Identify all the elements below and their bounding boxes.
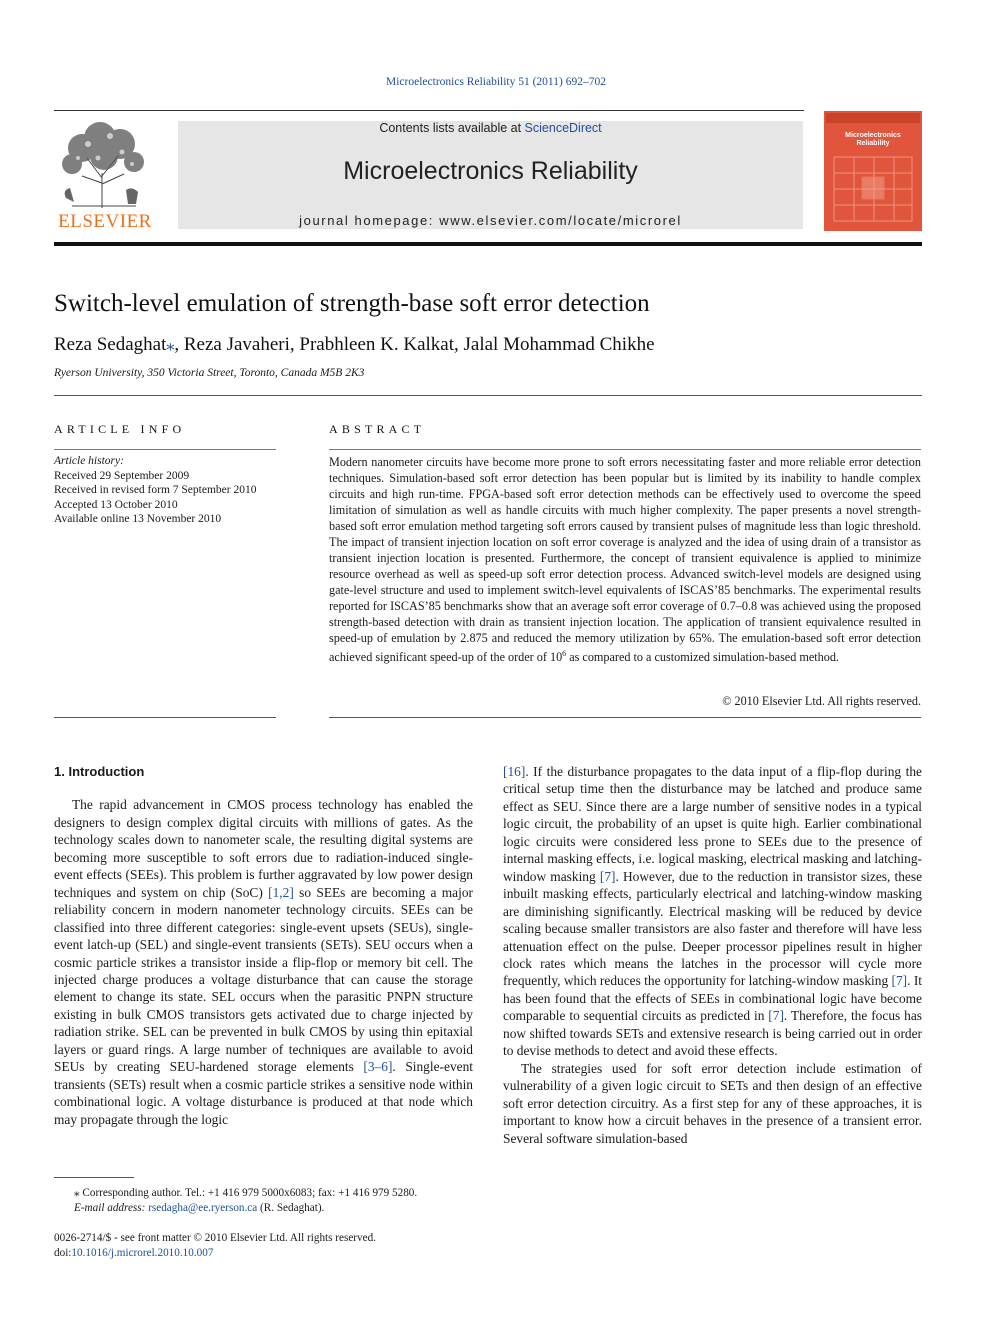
- section-heading: 1. Introduction: [54, 764, 145, 779]
- doi-line: [54, 1246, 484, 1261]
- masthead-thick-rule: [54, 242, 922, 246]
- history-revised: Received in revised form 7 September 2010: [54, 484, 257, 496]
- author-name[interactable]: Jalal Mohammad Chikhe: [463, 334, 655, 355]
- corresponding-text: Corresponding author. Tel.: +1 416 979 5000x6083; fax: +1 416 979 5280.: [82, 1187, 418, 1199]
- article-info-rule: [54, 449, 276, 450]
- elsevier-wordmark: ELSEVIER: [58, 211, 152, 232]
- paragraph-text: The rapid advancement in CMOS process technology has enabled the designers to design complex digital circuits with millions of gates. As the technology scales down to nanometer scale, the resulting digital systems are becoming more susceptible to soft errors due to radiation-induced single-event effects (SEEs). This problem is further aggravated by low power design techniques and system on chip (SoC): [54, 797, 473, 900]
- header-rule: [54, 110, 804, 111]
- abstract-bottom-rule: [329, 717, 921, 718]
- article-history: [54, 454, 294, 527]
- journal-masthead: [178, 121, 803, 229]
- author-list: Reza Sedaghat⁎, Reza Javaheri, Prabhleen K. Kalkat, Jalal Mohammad Chikhe: [54, 334, 655, 355]
- abstract-ending: as compared to a customized simulation-based method.: [566, 650, 839, 665]
- journal-homepage[interactable]: journal homepage: www.elsevier.com/locate/microrel: [299, 213, 682, 228]
- paragraph-text: . If the disturbance propagates to the data input of a flip-flop during the critical setup time then the disturbance may be latched and produce same effect as SEU. Since there are a large number of sensitive nodes in a typical logic circuit, the probability of an upset is quite high. Earlier combinational logic circuits were considered less prone to SEEs due to the presence of internal masking effects, i.e. logical masking, electrical masking and latching-window masking: [503, 764, 922, 884]
- article-title: Switch-level emulation of strength-base soft error detection: [54, 290, 650, 317]
- paragraph-text: . However, due to the reduction in transistor sizes, these inbuilt masking effects, particularly electrical and latching-window masking are diminishing significantly. Electrical masking will be reduced by device scaling because smaller transistors are also faster and therefore will have less attenuation effect on the pulse. Deeper processor pipelines result in higher clock rates which means the latches in the processor will cycle more frequently, which reduces the opportunity for latching-window masking: [503, 868, 923, 989]
- contents-line: [178, 121, 803, 136]
- journal-title: Microelectronics Reliability: [343, 157, 638, 185]
- abstract-body: Modern nanometer circuits have become more prone to soft errors necessitating faster and more reliable error detection techniques. Simulation-based soft error detection has been popular but is limited by its inability to handle complex circuits and high run-time. FPGA-based soft error detection methods can be effectively used to overcome the speed limitation of simulation as well as handle circuits with much higher complexity. The paper presents a novel strength-based soft error emulation method targeting soft errors caused by transient pulses of magnitude less than logic threshold. The impact of transient injection location on soft error coverage is analyzed and the idea of using drain of a transistor as transient injection location is presented. Furthermore, the concept of transient equivalence is applied to minimize resource overhead as well as speed-up soft error detection process. Advanced switch-level models are designed using gate-level structure and used to implement switch-level equivalents of ISCAS’85 benchmarks. The experimental results reported for ISCAS’85 benchmarks show that an average soft error coverage of 0.7–0.8 was achieved using the proposed strength-based detection with drain as transient injection location. The application of transient equivalence resulted in speed-up of emulation by 2.875 and reduced the memory utilization by 65%. The emulation-based soft error detection achieved significant speed-up of the order of 10: [329, 455, 921, 665]
- abstract-exponent: 6: [562, 649, 567, 658]
- history-received: Received 29 September 2009: [54, 469, 190, 482]
- paragraph-text: so SEEs are becoming a major reliability concern in modern nanometer technology circuits. SEEs can be classified into three different categories: single-event upsets (SEUs), single-event latch-up (SEL) and single-event transients (SETs). SEU occurs when a cosmic particle strikes a transistor inside a flip-flop or memory bit cell. The injected charge produces a voltage disturbance that can cause the storage element to change its state. SEL occurs when the parasitic PNPN structure existing in bulk CMOS transistors gets activated due to charge injected by radiation strike. SEL can be prevented in bulk CMOS by using thin epitaxial layers or guard rings. A large number of techniques are available to avoid SEUs by creating SEU-hardened storage elements: [54, 884, 473, 1075]
- paragraph-text: . It has been found that the effects of SEEs in combinational logic have become comparable to sequential circuits as predicted in: [503, 973, 923, 1024]
- history-online: Available online 13 November 2010: [54, 513, 222, 525]
- body-paragraph-continued: [503, 763, 922, 1060]
- corresponding-author-note: [54, 1186, 484, 1201]
- contents-prefix: Contents lists available at: [379, 121, 525, 135]
- history-accepted: Accepted 13 October 2010: [54, 498, 178, 511]
- abstract-heading: ABSTRACT: [329, 422, 426, 436]
- reference-link[interactable]: [7]: [599, 868, 616, 884]
- cover-title-line2: Reliability: [856, 140, 890, 147]
- cover-title: [828, 132, 918, 148]
- journal-cover-thumbnail[interactable]: [824, 111, 922, 231]
- body-column-right: [503, 763, 922, 1147]
- reference-link[interactable]: [16]: [503, 764, 526, 779]
- author-name[interactable]: Reza Sedaghat: [54, 334, 167, 355]
- email-note: [54, 1201, 484, 1216]
- paragraph-text: . Single-event transients (SETs) result when a cosmic particle strikes a sensitive node within combinational logic. A voltage disturbance is produced at that node which may propagate through the logic: [54, 1059, 473, 1127]
- cover-title-line1: Microelectronics: [845, 132, 901, 139]
- abstract-rule: [329, 449, 921, 450]
- article-info-bottom-rule: [54, 717, 276, 718]
- history-heading: Article history:: [54, 455, 124, 467]
- body-paragraph: [54, 796, 473, 1128]
- author-affiliation: Ryerson University, 350 Victoria Street, Toronto, Canada M5B 2K3: [54, 367, 365, 379]
- abstract-copyright: © 2010 Elsevier Ltd. All rights reserved.: [722, 694, 921, 708]
- abstract-text: [329, 454, 921, 665]
- body-column-left: [54, 763, 473, 1128]
- reference-link[interactable]: [1,2]: [268, 884, 294, 900]
- author-name[interactable]: Prabhleen K. Kalkat: [299, 334, 454, 355]
- article-info-heading: ARTICLE INFO: [54, 422, 186, 436]
- journal-citation[interactable]: Microelectronics Reliability 51 (2011) 692–702: [386, 76, 606, 88]
- footnote-mark: ⁎: [74, 1187, 80, 1199]
- body-paragraph: The strategies used for soft error detection include estimation of vulnerability of a given logic circuit to SETs and then design of an effective soft error detection circuitry. As a first step for any of these approaches, it is important to know how a circuit behaves in the presence of a transient error. Several software simulation-based: [503, 1060, 922, 1146]
- footnote: [54, 1186, 484, 1215]
- reference-link[interactable]: [3–6]: [363, 1059, 393, 1075]
- reference-link[interactable]: [7]: [891, 973, 908, 989]
- title-block-rule: [54, 395, 922, 396]
- doi-link[interactable]: 10.1016/j.microrel.2010.10.007: [71, 1246, 214, 1259]
- issn-block: [54, 1231, 484, 1260]
- doi-prefix: doi:: [54, 1246, 72, 1259]
- email-label: E-mail address:: [74, 1201, 146, 1214]
- reference-link[interactable]: [7]: [768, 1008, 784, 1024]
- sciencedirect-link[interactable]: ScienceDirect: [524, 121, 602, 135]
- email-suffix: (R. Sedaghat).: [257, 1201, 325, 1214]
- email-link[interactable]: rsedagha@ee.ryerson.ca: [148, 1201, 258, 1214]
- paragraph-text: . Therefore, the focus has now shifted towards SETs and extensive research is being carried out in order to devise methods to detect and avoid these effects.: [503, 1008, 922, 1059]
- footnote-rule: [54, 1177, 134, 1178]
- corresponding-author-mark[interactable]: ⁎: [166, 337, 175, 354]
- issn-line: 0026-2714/$ - see front matter © 2010 Elsevier Ltd. All rights reserved.: [54, 1232, 376, 1244]
- author-name[interactable]: Reza Javaheri: [183, 334, 290, 355]
